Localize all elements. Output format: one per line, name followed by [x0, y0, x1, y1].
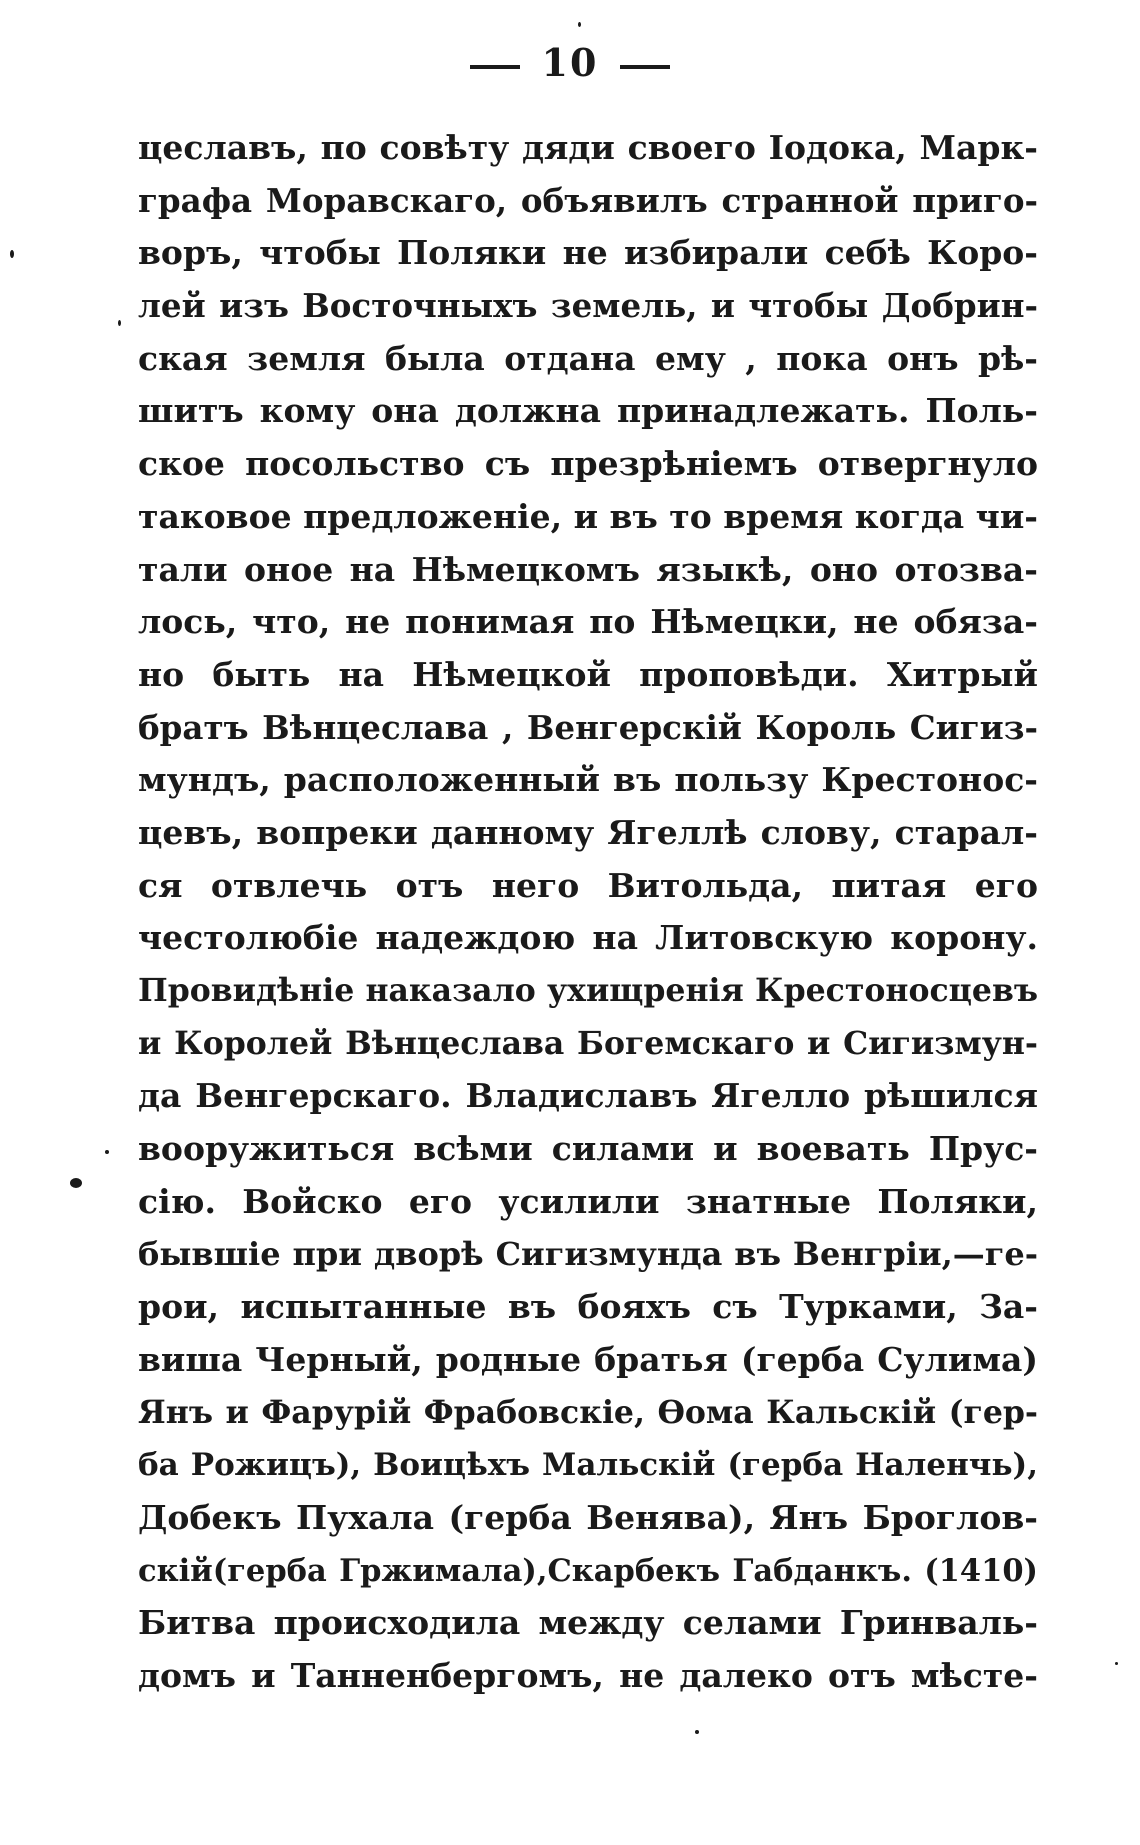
text-line: цевъ, вопреки данному Ягеллѣ слову, старал- — [138, 812, 1038, 852]
text-line: графа Моравскаго, объявилъ странной приго- — [138, 180, 1038, 220]
scan-speck — [10, 250, 14, 258]
text-line: да Венгерскаго. Владиславъ Ягелло рѣшился — [138, 1076, 1038, 1116]
text-line: вооружиться всѣми силами и воевать Прус- — [138, 1129, 1038, 1169]
text-line: домъ и Танненбергомъ, не далеко отъ мѣсте- — [138, 1655, 1038, 1695]
left-dash — [470, 65, 520, 69]
text-line: Битва происходила между селами Гринваль- — [138, 1603, 1038, 1643]
text-line: ся отвлечь отъ него Витольда, питая его — [138, 865, 1038, 905]
text-line: рои, испытанные въ бояхъ съ Турками, За- — [138, 1287, 1038, 1327]
scan-speck — [105, 1150, 109, 1154]
text-line: Провидѣніе наказало ухищренія Крестоносцевъ — [138, 972, 1038, 1009]
scan-speck — [695, 1730, 699, 1734]
text-line: цеславъ, по совѣту дяди своего Іодока, Марк- — [138, 128, 1038, 167]
text-line: бывшіе при дворѣ Сигизмунда въ Венгріи,—ге- — [138, 1235, 1038, 1274]
scan-speck — [118, 320, 121, 326]
text-line: тали оное на Нѣмецкомъ языкѣ, оно отозва- — [138, 549, 1038, 589]
text-line: лось, что, не понимая по Нѣмецки, не обяза- — [138, 602, 1038, 642]
text-line: мундъ, расположенный въ пользу Крестонос- — [138, 760, 1038, 800]
text-line: но быть на Нѣмецкой проповѣди. Хитрый — [138, 654, 1038, 694]
text-line: ское посольство съ презрѣніемъ отвергнуло — [138, 444, 1038, 484]
text-line: скій(герба Гржимала),Скарбекъ Габданкъ. (1410) — [138, 1552, 1038, 1589]
scan-speck — [70, 1178, 82, 1188]
text-line: шитъ кому она должна принадлежать. Поль- — [138, 391, 1038, 431]
text-line: воръ, чтобы Поляки не избирали себѣ Коро- — [138, 233, 1038, 273]
text-line: виша Черный, родные братья (герба Сулима) — [138, 1339, 1038, 1379]
text-line: сію. Войско его усилили знатные Поляки, — [138, 1181, 1038, 1221]
text-line: и Королей Вѣнцеслава Богемскаго и Сигизмун- — [138, 1024, 1038, 1062]
text-line: ская земля была отдана ему , пока онъ рѣ- — [138, 338, 1038, 378]
scan-speck — [578, 22, 581, 27]
text-line: ба Рожицъ), Воицѣхъ Мальскій (герба Наленчь), — [138, 1447, 1038, 1484]
right-dash — [620, 65, 670, 69]
text-line: честолюбіе надеждою на Литовскую корону. — [138, 918, 1038, 958]
text-line: таковое предложеніе, и въ то время когда чи- — [138, 496, 1038, 536]
page-number: 10 — [541, 40, 599, 85]
text-line: братъ Вѣнцеслава , Венгерскій Король Сигиз- — [138, 707, 1038, 747]
text-line: Янъ и Фарурій Фрабовскіе, Ѳома Кальскій (гер- — [138, 1393, 1038, 1431]
text-line: лей изъ Восточныхъ земель, и чтобы Добрин- — [138, 286, 1038, 326]
text-line: Добекъ Пухала (герба Венява), Янъ Броглов- — [138, 1497, 1038, 1537]
page-header — [0, 40, 1140, 85]
scan-speck — [1115, 1662, 1118, 1665]
body-text — [138, 122, 1038, 1703]
